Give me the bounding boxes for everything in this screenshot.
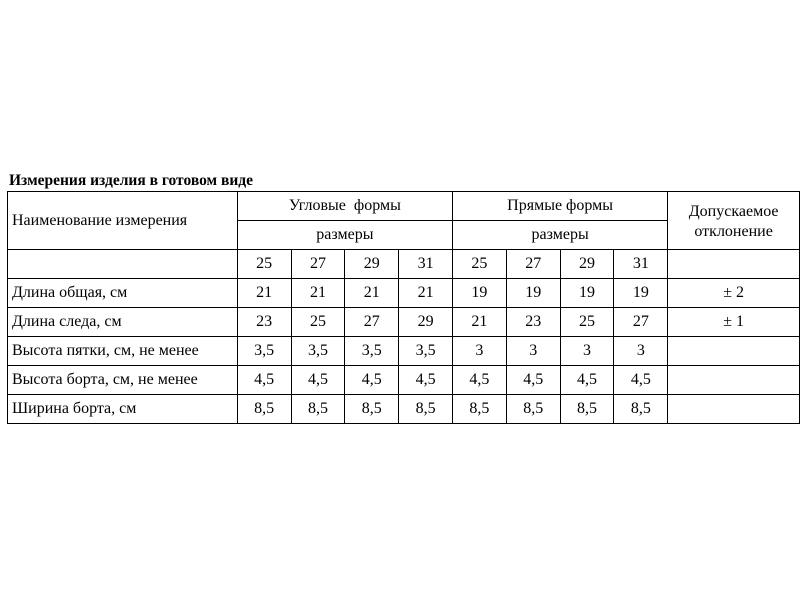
row-name: Высота борта, см, не менее xyxy=(8,366,238,395)
value-cell: 3,5 xyxy=(291,337,345,366)
size-cell: 29 xyxy=(345,250,399,279)
table-caption: Измерения изделия в готовом виде xyxy=(9,172,254,189)
value-cell: 4,5 xyxy=(291,366,345,395)
header-straight-sizes-label: размеры xyxy=(452,221,667,250)
row-name: Длина следа, см xyxy=(8,308,238,337)
value-cell: 21 xyxy=(237,279,291,308)
value-cell: 23 xyxy=(506,308,560,337)
value-cell: 8,5 xyxy=(399,395,453,424)
header-empty-cell xyxy=(8,250,238,279)
value-cell: 8,5 xyxy=(506,395,560,424)
header-empty-cell xyxy=(668,250,800,279)
value-cell: 21 xyxy=(452,308,506,337)
value-cell: 3 xyxy=(506,337,560,366)
size-cell: 27 xyxy=(291,250,345,279)
value-cell: 4,5 xyxy=(452,366,506,395)
value-cell: 4,5 xyxy=(345,366,399,395)
table-row xyxy=(8,366,800,395)
tolerance-cell: ± 2 xyxy=(668,279,800,308)
value-cell: 21 xyxy=(399,279,453,308)
size-cell: 31 xyxy=(614,250,668,279)
row-name: Высота пятки, см, не менее xyxy=(8,337,238,366)
value-cell: 4,5 xyxy=(399,366,453,395)
value-cell: 8,5 xyxy=(345,395,399,424)
value-cell: 23 xyxy=(237,308,291,337)
tolerance-cell xyxy=(668,366,800,395)
value-cell: 21 xyxy=(345,279,399,308)
value-cell: 19 xyxy=(560,279,614,308)
table-row xyxy=(8,279,800,308)
value-cell: 27 xyxy=(614,308,668,337)
value-cell: 4,5 xyxy=(237,366,291,395)
header-row-groups xyxy=(8,192,800,221)
value-cell: 8,5 xyxy=(614,395,668,424)
header-angular-forms: Угловые формы xyxy=(237,192,452,221)
header-row-size-values xyxy=(8,250,800,279)
value-cell: 19 xyxy=(614,279,668,308)
value-cell: 4,5 xyxy=(560,366,614,395)
header-angular-sizes-label: размеры xyxy=(237,221,452,250)
row-name: Длина общая, см xyxy=(8,279,238,308)
size-cell: 25 xyxy=(452,250,506,279)
value-cell: 25 xyxy=(291,308,345,337)
value-cell: 4,5 xyxy=(506,366,560,395)
value-cell: 8,5 xyxy=(237,395,291,424)
size-cell: 29 xyxy=(560,250,614,279)
value-cell: 3,5 xyxy=(399,337,453,366)
value-cell: 27 xyxy=(345,308,399,337)
table-row xyxy=(8,395,800,424)
value-cell: 8,5 xyxy=(452,395,506,424)
value-cell: 21 xyxy=(291,279,345,308)
table-row xyxy=(8,308,800,337)
value-cell: 3,5 xyxy=(345,337,399,366)
value-cell: 8,5 xyxy=(291,395,345,424)
value-cell: 19 xyxy=(452,279,506,308)
value-cell: 3 xyxy=(614,337,668,366)
size-cell: 25 xyxy=(237,250,291,279)
header-tolerance: Допускаемое отклонение xyxy=(668,192,800,250)
measurements-table xyxy=(7,191,800,424)
size-cell: 27 xyxy=(506,250,560,279)
value-cell: 25 xyxy=(560,308,614,337)
value-cell: 29 xyxy=(399,308,453,337)
value-cell: 8,5 xyxy=(560,395,614,424)
tolerance-cell xyxy=(668,337,800,366)
size-cell: 31 xyxy=(399,250,453,279)
header-name-cell: Наименование измерения xyxy=(8,192,238,250)
tolerance-cell xyxy=(668,395,800,424)
row-name: Ширина борта, см xyxy=(8,395,238,424)
value-cell: 19 xyxy=(506,279,560,308)
value-cell: 3 xyxy=(560,337,614,366)
value-cell: 3,5 xyxy=(237,337,291,366)
table-row xyxy=(8,337,800,366)
tolerance-cell: ± 1 xyxy=(668,308,800,337)
header-straight-forms: Прямые формы xyxy=(452,192,667,221)
value-cell: 3 xyxy=(452,337,506,366)
value-cell: 4,5 xyxy=(614,366,668,395)
